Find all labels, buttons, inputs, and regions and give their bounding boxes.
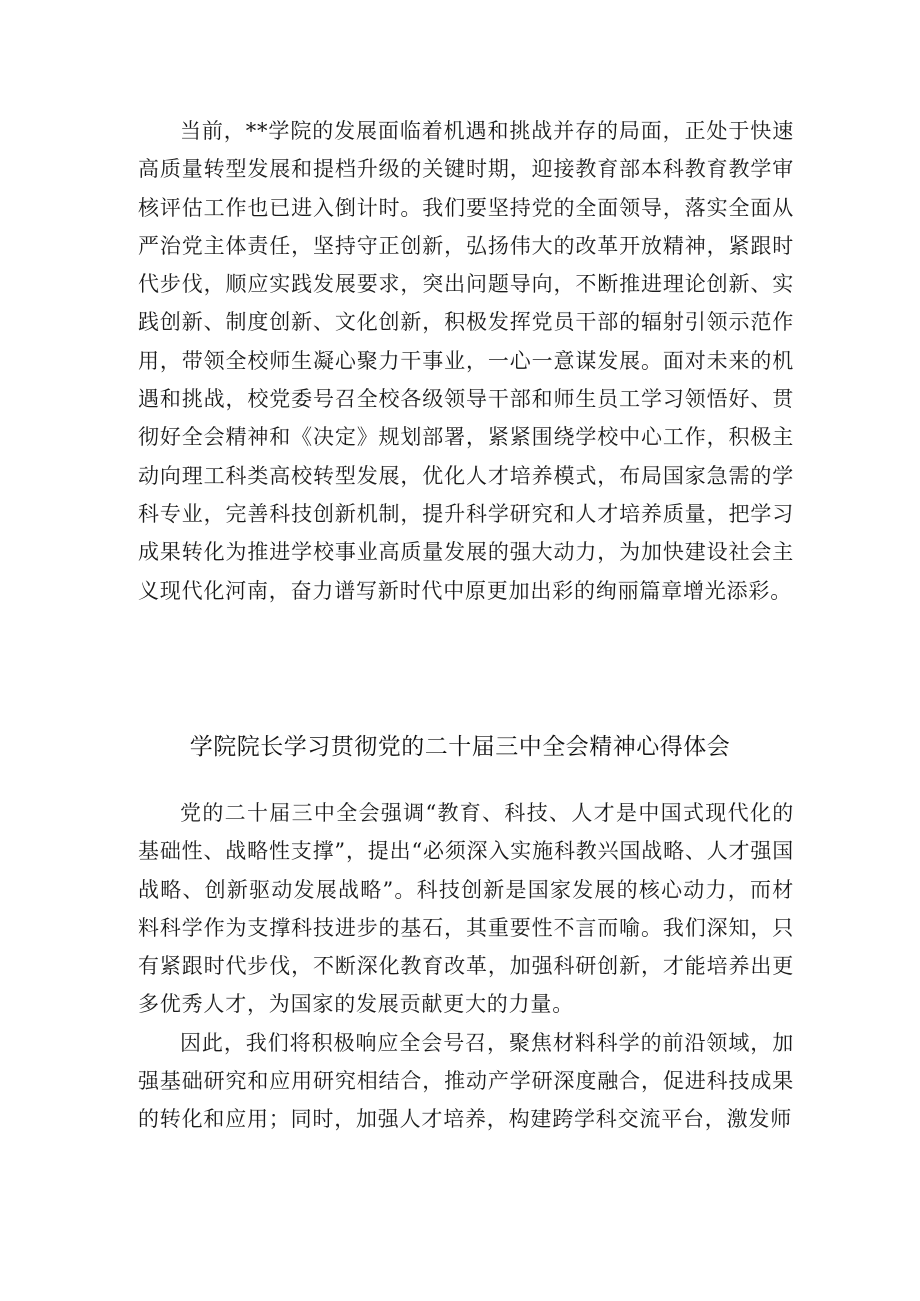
body-paragraph-2: 党的二十届三中全会强调“教育、科技、人才是中国式现代化的基础性、战略性支撑”，提出“必须深入实施科教兴国战略、人才强国战略、创新驱动发展战略”。科技创新是国家发展的核心动力，而材料科学作为支撑科技进步的基石，其重要性不言而喻。我们深知，只有紧跟时代步伐，不断深化教育改革，加强科研创新，才能培养出更多优秀人才，为国家的发展贡献更大的力量。 bbox=[138, 801, 794, 1017]
section-title: 学院院长学习贯彻党的二十届三中全会精神心得体会 bbox=[189, 734, 731, 760]
text-block-bottom bbox=[138, 794, 794, 1139]
body-paragraph-1: 当前，**学院的发展面临着机遇和挑战并存的局面，正处于快速高质量转型发展和提档升级的关键时期，迎接教育部本科教育教学审核评估工作也已进入倒计时。我们要坚持党的全面领导，落实全面从严治党主体责任，坚持守正创新，弘扬伟大的改革开放精神，紧跟时代步伐，顺应实践发展要求，突出问题导向，不断推进理论创新、实践创新、制度创新、文化创新，积极发挥党员干部的辐射引领示范作用，带领全校师生凝心聚力干事业，一心一意谋发展。面对未来的机遇和挑战，校党委号召全校各级领导干部和师生员工学习领悟好、贯彻好全会精神和《决定》规划部署，紧紧围绕学校中心工作，积极主动向理工科类高校转型发展，优化人才培养模式，布局国家急需的学科专业，完善科技创新机制，提升科学研究和人才培养质量，把学习成果转化为推进学校事业高质量发展的强大动力，为加快建设社会主义现代化河南，奋力谱写新时代中原更加出彩的绚丽篇章增光添彩。 bbox=[138, 119, 794, 603]
text-block-top bbox=[138, 112, 794, 610]
body-paragraph-3: 因此，我们将积极响应全会号召，聚焦材料科学的前沿领域，加强基础研究和应用研究相结合，推动产学研深度融合，促进科技成果的转化和应用；同时，加强人才培养，构建跨学科交流平台，激发师 bbox=[138, 1030, 794, 1132]
